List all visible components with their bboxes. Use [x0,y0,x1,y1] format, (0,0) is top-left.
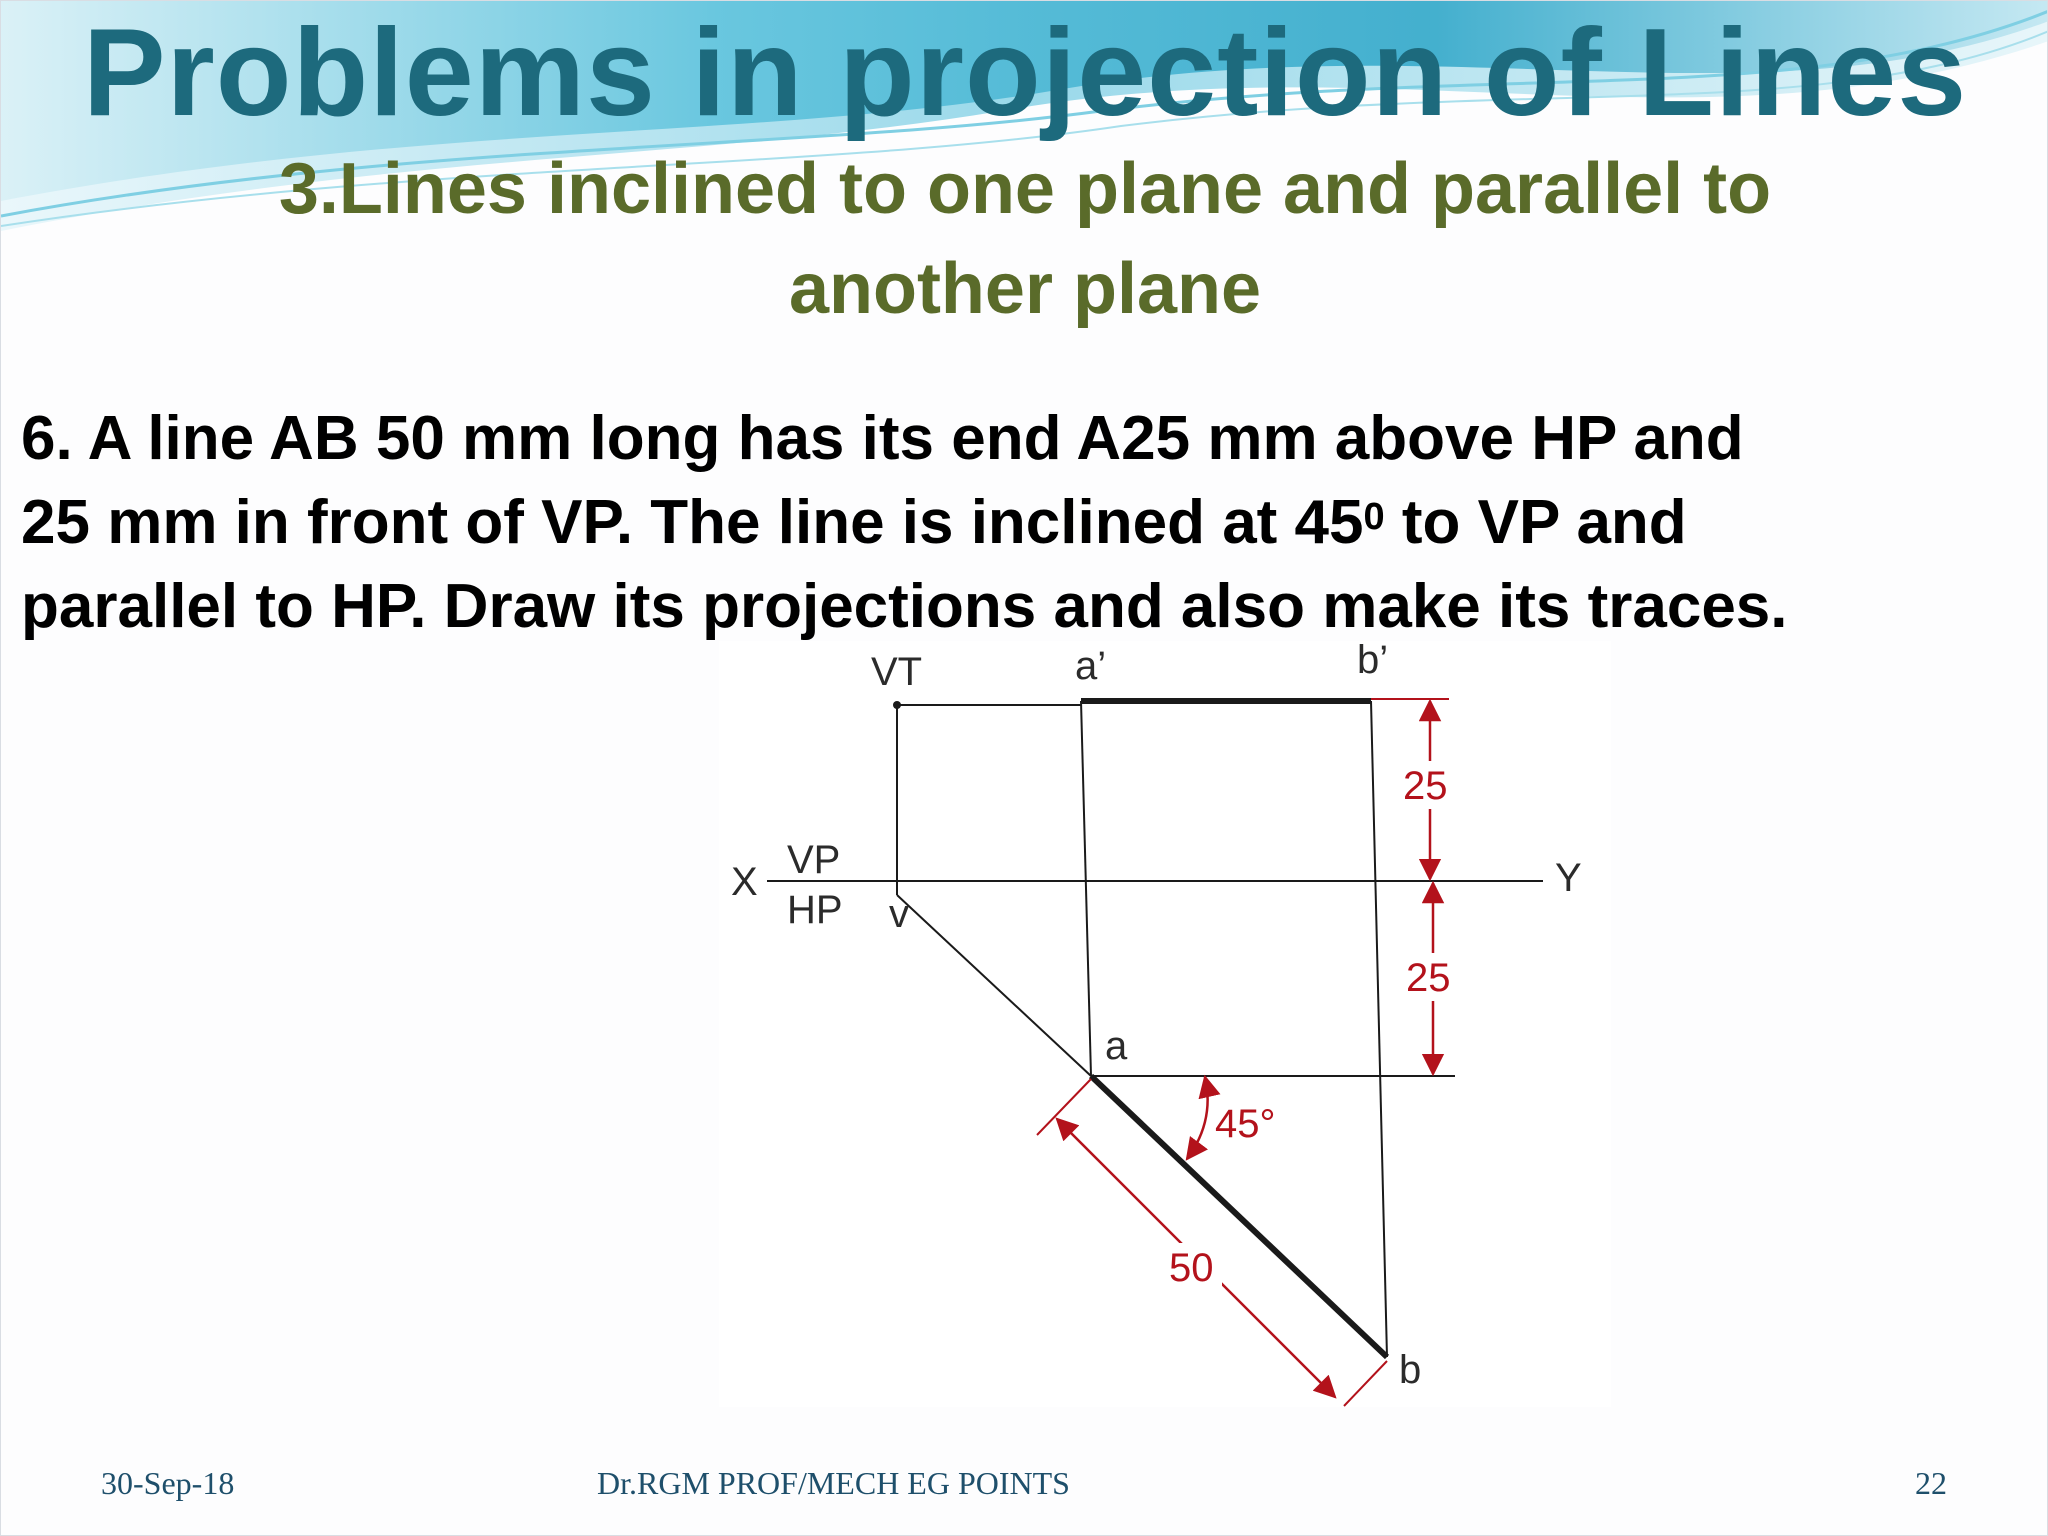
dimension-label-bottom: 25 [1406,956,1451,1000]
label-a-prime: a’ [1075,644,1107,688]
label-b-prime: b’ [1357,641,1389,682]
subtitle-line-2: another plane [788,249,1262,329]
length-label-50: 50 [1169,1246,1214,1290]
angle-arc-45 [1187,1077,1208,1159]
slide-title: Problems in projection of Lines [82,4,1968,142]
problem-statement [21,397,2031,649]
degree-superscript: 0 [1363,496,1385,538]
problem-line-1: 6. A line AB 50 mm long has its end A25 mm above HP and [21,404,1744,473]
label-v: v [889,892,909,936]
label-a: a [1105,1024,1128,1068]
label-vt: VT [871,650,923,694]
angle-label-45: 45° [1215,1102,1276,1146]
projection-diagram [719,641,1611,1407]
label-x: X [731,860,758,904]
slide-subtitle [1,139,2048,339]
footer-author: Dr.RGM PROF/MECH EG POINTS [597,1465,1070,1501]
a-projector-line [1081,701,1091,1076]
b-projector-line [1371,701,1387,1357]
length-extension-b [1344,1361,1387,1406]
problem-line-3: parallel to HP. Draw its projections and also make its traces. [21,572,1788,641]
dimension-label-top: 25 [1403,764,1448,808]
label-b: b [1399,1348,1422,1392]
footer-date: 30-Sep-18 [101,1465,235,1501]
footer-page-number: 22 [1915,1465,1947,1501]
top-view-extension-to-v [897,895,1091,1076]
projection-diagram-panel [719,641,1611,1407]
problem-line-2 [21,481,2031,565]
label-vp: VP [787,838,841,882]
label-hp: HP [787,888,843,932]
subtitle-line-1: 3.Lines inclined to one plane and parallel to [278,149,1772,229]
problem-line-2-tail: to VP and [1384,488,1687,557]
label-y: Y [1555,856,1582,900]
problem-line-2-text: 25 mm in front of VP. The line is inclined at 45 [21,488,1364,557]
